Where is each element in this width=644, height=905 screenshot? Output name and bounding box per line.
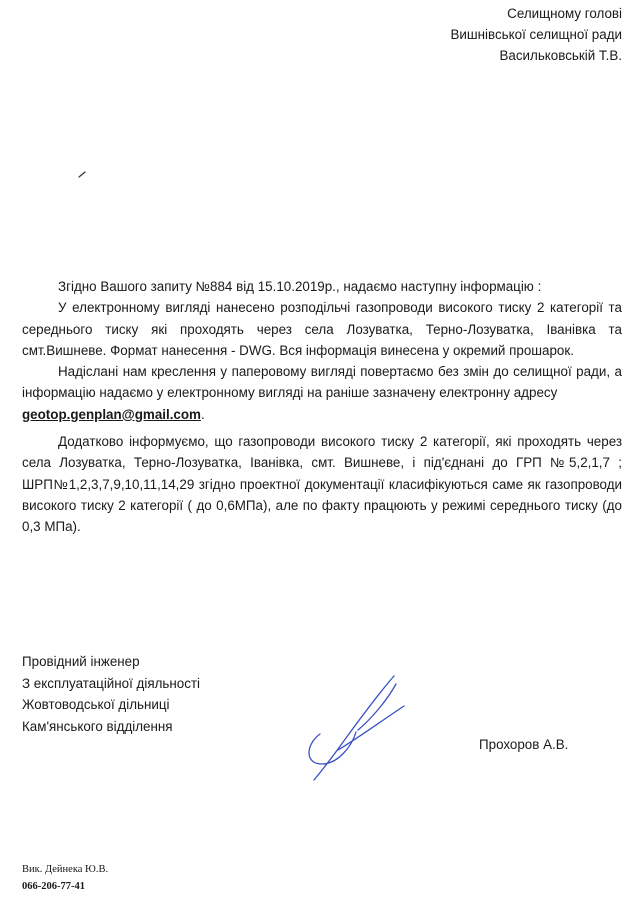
addressee-council: Вишнівської селищної ради bbox=[450, 27, 622, 42]
signer-department: З експлуатаційної діяльності bbox=[22, 675, 201, 691]
email-link[interactable]: geotop.genplan@gmail.com bbox=[22, 406, 201, 422]
paragraph-additional: Додатково інформуємо, що газопроводи високого тиску 2 категорії, які проходять через села Лозуватка, Терно-Лозуватка, Іванівка, смт. Вишневе, і під'єднані до ГРП №5,2,1,7 ; ШРП№1,2,3,7,9,10,11,14,29 згідно проектної документації класифікуються саме як газопроводи високого тиску 2 категорії ( до 0,6МПа), але по факту працюють у режимі середнього тиску (до 0,3 МПа). bbox=[22, 434, 622, 535]
executor-name: Вик. Дейнека Ю.В. bbox=[22, 864, 109, 875]
signer-branch: Кам'янського відділення bbox=[22, 718, 173, 734]
addressee-block bbox=[450, 3, 622, 66]
footer-executor bbox=[22, 861, 108, 895]
paragraph-drawings-text: Надіслані нам креслення у паперовому вигляді повертаємо без змін до селищної ради, а інформацію надаємо у електронному вигляді на раніше зазначену електронну адресу bbox=[22, 364, 622, 401]
ink-speck-mark bbox=[77, 170, 89, 178]
signer-name: Прохоров А.В. bbox=[479, 737, 569, 752]
paragraph-electronic: У електронному вигляді нанесено розподільчі газопроводи високого тиску 2 категорії та середнього тиску які проходять через села Лозуватка, Терно-Лозуватка, Іванівка та смт.Вишневе. Формат нанесення - DWG. Вся інформація винесена у окремий прошарок. bbox=[22, 300, 622, 358]
signer-position: Провідний інженер bbox=[22, 654, 140, 669]
signer-block bbox=[22, 651, 200, 737]
executor-phone: 066-206-77-41 bbox=[22, 881, 85, 892]
addressee-title: Селищному голові bbox=[507, 6, 622, 21]
letter-body bbox=[22, 276, 622, 538]
addressee-name: Васильковській Т.В. bbox=[499, 48, 622, 63]
paragraph-request: Згідно Вашого запиту №884 від 15.10.2019р., надаємо наступну інформацію : bbox=[58, 279, 542, 294]
signer-division: Жовтоводської дільниці bbox=[22, 697, 170, 712]
email-suffix: . bbox=[200, 406, 205, 422]
handwritten-signature bbox=[300, 672, 420, 784]
paragraph-drawings bbox=[22, 361, 622, 425]
